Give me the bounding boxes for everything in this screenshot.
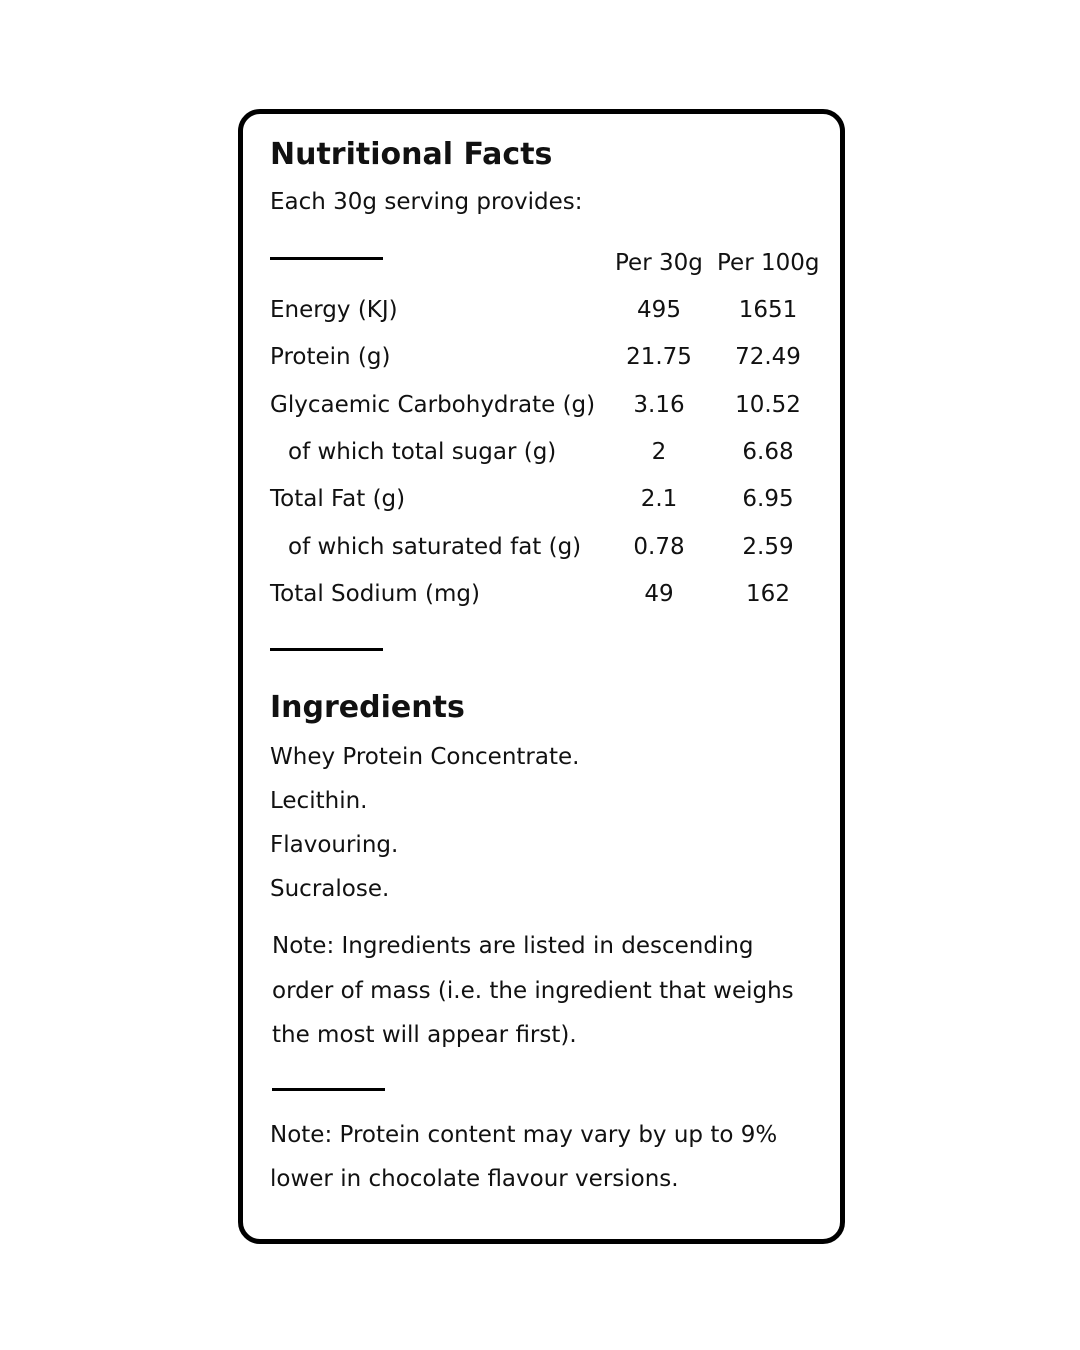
ingredient-item: Flavouring. — [270, 832, 399, 858]
nutrition-card — [238, 109, 845, 1244]
protein-note-line: lower in chocolate flavour versions. — [270, 1166, 679, 1192]
per100-value: 6.68 — [742, 438, 794, 465]
ingredients-note-line: order of mass (i.e. the ingredient that weighs — [272, 977, 794, 1004]
per30-value: 49 — [644, 580, 674, 607]
nutrient-label: of which saturated fat (g) — [288, 533, 582, 560]
divider — [270, 257, 383, 260]
per100-value: 1651 — [738, 297, 798, 323]
nutrient-label: Protein (g) — [270, 344, 391, 371]
nutrient-label: Total Fat (g) — [270, 486, 406, 513]
nutrient-label: of which total sugar (g) — [288, 438, 557, 465]
protein-note-line: Note: Protein content may vary by up to 9% — [270, 1122, 778, 1148]
ingredients-title: Ingredients — [270, 690, 465, 725]
per100-value: 10.52 — [735, 391, 801, 418]
page-title: Nutritional Facts — [270, 137, 553, 172]
per30-value: 3.16 — [633, 391, 685, 418]
ingredient-item: Lecithin. — [270, 788, 368, 814]
per30-value: 21.75 — [626, 344, 692, 371]
divider — [270, 648, 383, 651]
divider — [272, 1088, 385, 1091]
ingredient-item: Whey Protein Concentrate. — [270, 744, 580, 770]
ingredient-item: Sucralose. — [270, 876, 390, 902]
per30-value: 0.78 — [633, 533, 685, 560]
ingredients-note-line: the most will appear first). — [272, 1022, 577, 1048]
per30-value: 2 — [651, 438, 667, 465]
per100-value: 6.95 — [742, 486, 794, 513]
serving-text: Each 30g serving provides: — [270, 189, 583, 215]
per100-value: 162 — [746, 580, 790, 607]
per100-value: 2.59 — [742, 533, 794, 560]
nutrient-label: Energy (KJ) — [270, 297, 398, 323]
column-per100: Per 100g — [717, 250, 820, 276]
column-per30: Per 30g — [615, 250, 703, 276]
per30-value: 2.1 — [640, 486, 678, 513]
nutrient-label: Glycaemic Carbohydrate (g) — [270, 391, 596, 418]
per30-value: 495 — [637, 297, 681, 323]
ingredients-note-line: Note: Ingredients are listed in descending — [272, 933, 754, 959]
nutrient-label: Total Sodium (mg) — [270, 580, 480, 607]
per100-value: 72.49 — [735, 344, 801, 371]
